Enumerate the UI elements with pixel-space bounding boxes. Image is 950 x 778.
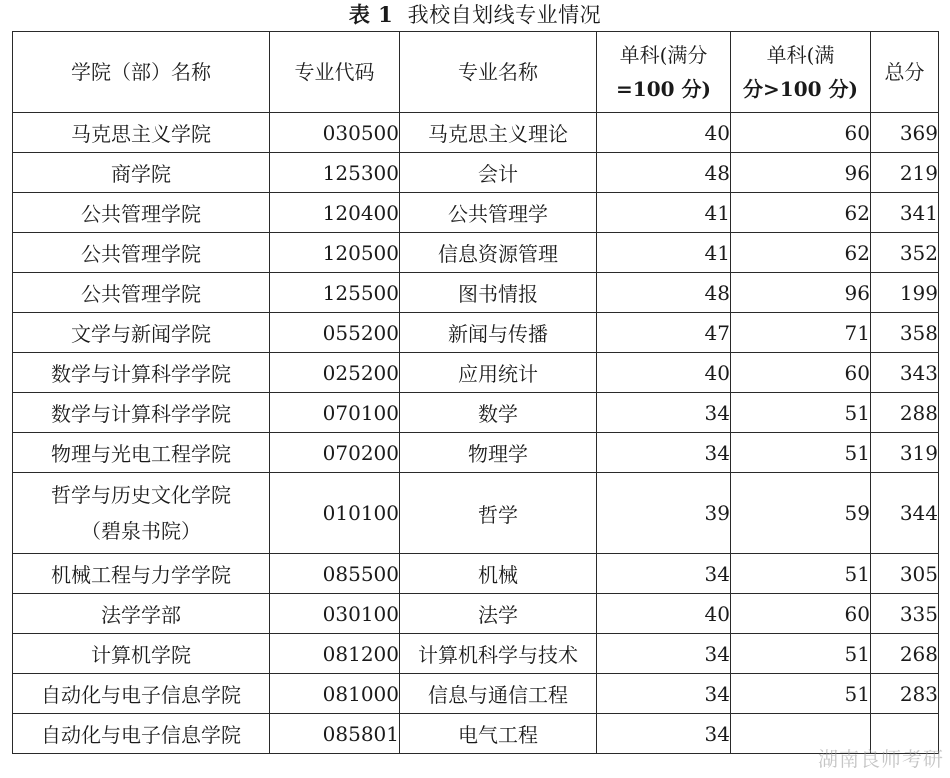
table-number: 表 1: [348, 2, 394, 27]
table-row: [13, 554, 939, 594]
code-cell: 125300: [270, 153, 400, 193]
header-single-gt100: 单科(满 分>100 分): [731, 32, 871, 113]
single-le100-cell: 40: [597, 353, 731, 393]
code-cell: 125500: [270, 273, 400, 313]
code-cell: 030500: [270, 113, 400, 153]
major-name-cell: 公共管理学: [400, 193, 597, 233]
college-cell: 文学与新闻学院: [13, 313, 270, 353]
code-cell: 070100: [270, 393, 400, 433]
single-le100-cell: 40: [597, 594, 731, 634]
total-cell: 319: [871, 433, 939, 473]
total-cell: 268: [871, 634, 939, 674]
code-cell: 081000: [270, 674, 400, 714]
single-gt100-cell: 71: [731, 313, 871, 353]
table-row: [13, 594, 939, 634]
major-name-cell: 马克思主义理论: [400, 113, 597, 153]
college-cell: 公共管理学院: [13, 273, 270, 313]
header-total: 总分: [871, 32, 939, 113]
college-cell: 自动化与电子信息学院: [13, 674, 270, 714]
table-row: [13, 313, 939, 353]
single-le100-cell: 34: [597, 554, 731, 594]
single-gt100-cell: 51: [731, 433, 871, 473]
total-cell: 335: [871, 594, 939, 634]
college-cell: 法学学部: [13, 594, 270, 634]
college-cell: 数学与计算科学学院: [13, 353, 270, 393]
watermark: 湖南良师考研: [818, 747, 944, 771]
total-cell: 358: [871, 313, 939, 353]
header-row: [13, 32, 939, 113]
major-name-cell: 法学: [400, 594, 597, 634]
major-name-cell: 图书情报: [400, 273, 597, 313]
single-gt100-cell: 60: [731, 353, 871, 393]
table-body: [13, 113, 939, 754]
code-cell: 025200: [270, 353, 400, 393]
table-caption: [0, 0, 950, 30]
single-le100-cell: 34: [597, 393, 731, 433]
college-cell: 自动化与电子信息学院: [13, 714, 270, 754]
major-name-cell: 新闻与传播: [400, 313, 597, 353]
table-row: [13, 273, 939, 313]
table-title: 我校自划线专业情况: [407, 3, 602, 27]
single-le100-cell: 48: [597, 153, 731, 193]
college-cell: 公共管理学院: [13, 193, 270, 233]
code-cell: 085801: [270, 714, 400, 754]
total-cell: 288: [871, 393, 939, 433]
code-cell: 120500: [270, 233, 400, 273]
major-name-cell: 计算机科学与技术: [400, 634, 597, 674]
single-gt100-cell: 60: [731, 594, 871, 634]
table-row: [13, 193, 939, 233]
table-row: [13, 634, 939, 674]
single-le100-cell: 39: [597, 473, 731, 554]
table-row: [13, 233, 939, 273]
single-gt100-cell: 60: [731, 113, 871, 153]
major-name-cell: 会计: [400, 153, 597, 193]
table-row: [13, 714, 939, 754]
total-cell: 343: [871, 353, 939, 393]
header-code: 专业代码: [270, 32, 400, 113]
table-row: [13, 433, 939, 473]
single-le100-cell: 41: [597, 233, 731, 273]
single-le100-cell: 41: [597, 193, 731, 233]
header-name: 专业名称: [400, 32, 597, 113]
table-row: [13, 674, 939, 714]
table-row: [13, 473, 939, 554]
single-gt100-cell: 51: [731, 554, 871, 594]
college-cell: 马克思主义学院: [13, 113, 270, 153]
code-cell: 055200: [270, 313, 400, 353]
total-cell: 199: [871, 273, 939, 313]
single-le100-cell: 47: [597, 313, 731, 353]
table-row: [13, 113, 939, 153]
major-name-cell: 机械: [400, 554, 597, 594]
total-cell: 283: [871, 674, 939, 714]
major-name-cell: 应用统计: [400, 353, 597, 393]
table-row: [13, 153, 939, 193]
major-name-cell: 数学: [400, 393, 597, 433]
code-cell: 010100: [270, 473, 400, 554]
header-single-le100: 单科(满分 =100 分): [597, 32, 731, 113]
single-le100-cell: 48: [597, 273, 731, 313]
single-gt100-cell: 51: [731, 674, 871, 714]
single-gt100-cell: 62: [731, 233, 871, 273]
single-le100-cell: 34: [597, 433, 731, 473]
total-cell: 305: [871, 554, 939, 594]
college-cell: 商学院: [13, 153, 270, 193]
code-cell: 081200: [270, 634, 400, 674]
major-name-cell: 信息与通信工程: [400, 674, 597, 714]
total-cell: 341: [871, 193, 939, 233]
single-le100-cell: 40: [597, 113, 731, 153]
code-cell: 085500: [270, 554, 400, 594]
college-cell: 哲学与历史文化学院 （碧泉书院）: [13, 473, 270, 554]
total-cell: 344: [871, 473, 939, 554]
code-cell: 030100: [270, 594, 400, 634]
college-cell: 公共管理学院: [13, 233, 270, 273]
college-cell: 机械工程与力学学院: [13, 554, 270, 594]
code-cell: 070200: [270, 433, 400, 473]
single-gt100-cell: 51: [731, 393, 871, 433]
single-gt100-cell: 59: [731, 473, 871, 554]
major-name-cell: 物理学: [400, 433, 597, 473]
total-cell: 352: [871, 233, 939, 273]
cutoff-table: [12, 31, 939, 754]
college-cell: 计算机学院: [13, 634, 270, 674]
single-le100-cell: 34: [597, 714, 731, 754]
college-cell: 物理与光电工程学院: [13, 433, 270, 473]
code-cell: 120400: [270, 193, 400, 233]
single-gt100-cell: 51: [731, 634, 871, 674]
single-le100-cell: 34: [597, 634, 731, 674]
table-row: [13, 353, 939, 393]
table-row: [13, 393, 939, 433]
single-le100-cell: 34: [597, 674, 731, 714]
major-name-cell: 电气工程: [400, 714, 597, 754]
major-name-cell: 信息资源管理: [400, 233, 597, 273]
major-name-cell: 哲学: [400, 473, 597, 554]
college-cell: 数学与计算科学学院: [13, 393, 270, 433]
single-gt100-cell: 96: [731, 153, 871, 193]
single-gt100-cell: 96: [731, 273, 871, 313]
total-cell: 369: [871, 113, 939, 153]
header-college: 学院（部）名称: [13, 32, 270, 113]
total-cell: 219: [871, 153, 939, 193]
single-gt100-cell: 62: [731, 193, 871, 233]
